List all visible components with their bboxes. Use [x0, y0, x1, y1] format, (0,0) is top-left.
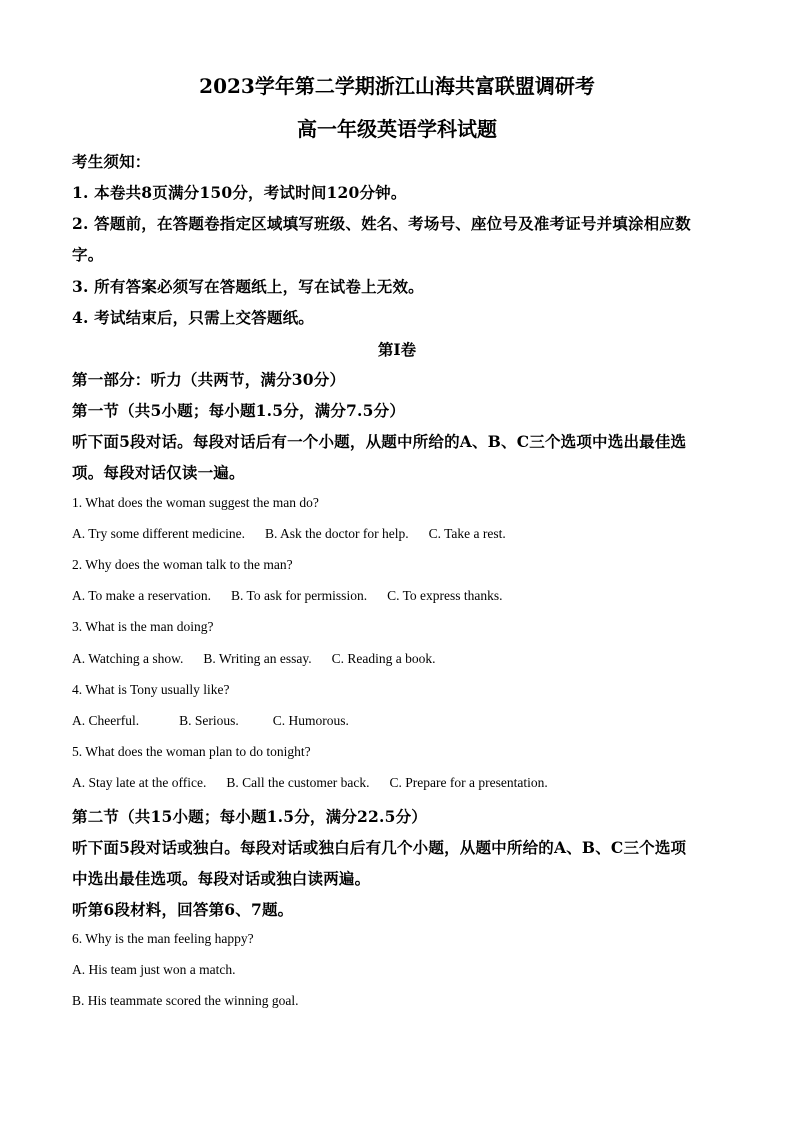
notice-item-4: 4. 考试结束后，只需上交答题纸。	[72, 308, 314, 327]
question-1: 1. What does the woman suggest the man do?	[72, 495, 319, 510]
question-4-options	[72, 713, 369, 729]
question-2: 2. Why does the woman talk to the man?	[72, 557, 293, 572]
option-a: A. Stay late at the office.	[72, 775, 207, 790]
notice-item-2-cont: 字。	[72, 245, 104, 264]
option-c: C. Take a rest.	[428, 526, 506, 541]
option-a: A. To make a reservation.	[72, 588, 212, 603]
section1-heading: 第一节（共5小题；每小题1.5分，满分7.5分）	[72, 401, 406, 420]
question-1-options	[72, 526, 526, 542]
section1-instructions-cont: 项。每段对话仅读一遍。	[72, 463, 245, 482]
exam-subtitle: 高一年级英语学科试题	[297, 117, 497, 141]
question-3-options	[72, 651, 455, 667]
notice-item-1: 1. 本卷共8页满分150分，考试时间120分钟。	[72, 183, 407, 202]
section2-heading: 第二节（共15小题；每小题1.5分，满分22.5分）	[72, 807, 427, 826]
option-b: B. Ask the doctor for help.	[264, 526, 409, 541]
option-b: B. Serious.	[179, 713, 239, 728]
question-4: 4. What is Tony usually like?	[72, 682, 230, 697]
section1-instructions: 听下面5段对话。每段对话后有一个小题，从题中所给的A、B、C三个选项中选出最佳选	[72, 432, 687, 451]
part1-heading: 第一部分：听力（共两节，满分30分）	[72, 370, 346, 389]
option-b: B. To ask for permission.	[231, 588, 368, 603]
question-2-options	[72, 588, 523, 604]
section2-instructions-cont: 中选出最佳选项。每段对话或独白读两遍。	[72, 869, 371, 888]
option-b: B. Call the customer back.	[226, 775, 370, 790]
question-6: 6. Why is the man feeling happy?	[72, 931, 254, 946]
option-a: A. Watching a show.	[72, 651, 184, 666]
notice-item-2: 2. 答题前，在答题卷指定区域填写班级、姓名、考场号、座位号及准考证号并填涂相应数	[72, 214, 691, 233]
option-c: C. To express thanks.	[387, 588, 503, 603]
option-c: C. Reading a book.	[331, 651, 436, 666]
question-5: 5. What does the woman plan to do tonight?	[72, 744, 311, 759]
exam-title: 2023学年第二学期浙江山海共富联盟调研考	[199, 74, 595, 98]
material-6-heading: 听第6段材料，回答第6、7题。	[72, 900, 294, 919]
option-c: C. Humorous.	[272, 713, 349, 728]
question-6-option-b: B. His teammate scored the winning goal.	[72, 993, 299, 1008]
notice-heading: 考生须知：	[72, 152, 151, 171]
option-a: A. Cheerful.	[72, 713, 140, 728]
question-3: 3. What is the man doing?	[72, 619, 214, 634]
section2-instructions: 听下面5段对话或独白。每段对话或独白后有几个小题，从题中所给的A、B、C三个选项	[72, 838, 687, 857]
option-b: B. Writing an essay.	[203, 651, 312, 666]
question-5-options	[72, 775, 568, 791]
question-6-option-a: A. His team just won a match.	[72, 962, 236, 977]
option-c: C. Prepare for a presentation.	[389, 775, 548, 790]
notice-item-3: 3. 所有答案必须写在答题纸上，写在试卷上无效。	[72, 277, 424, 296]
volume-heading: 第Ⅰ卷	[377, 340, 417, 359]
option-a: A. Try some different medicine.	[72, 526, 245, 541]
